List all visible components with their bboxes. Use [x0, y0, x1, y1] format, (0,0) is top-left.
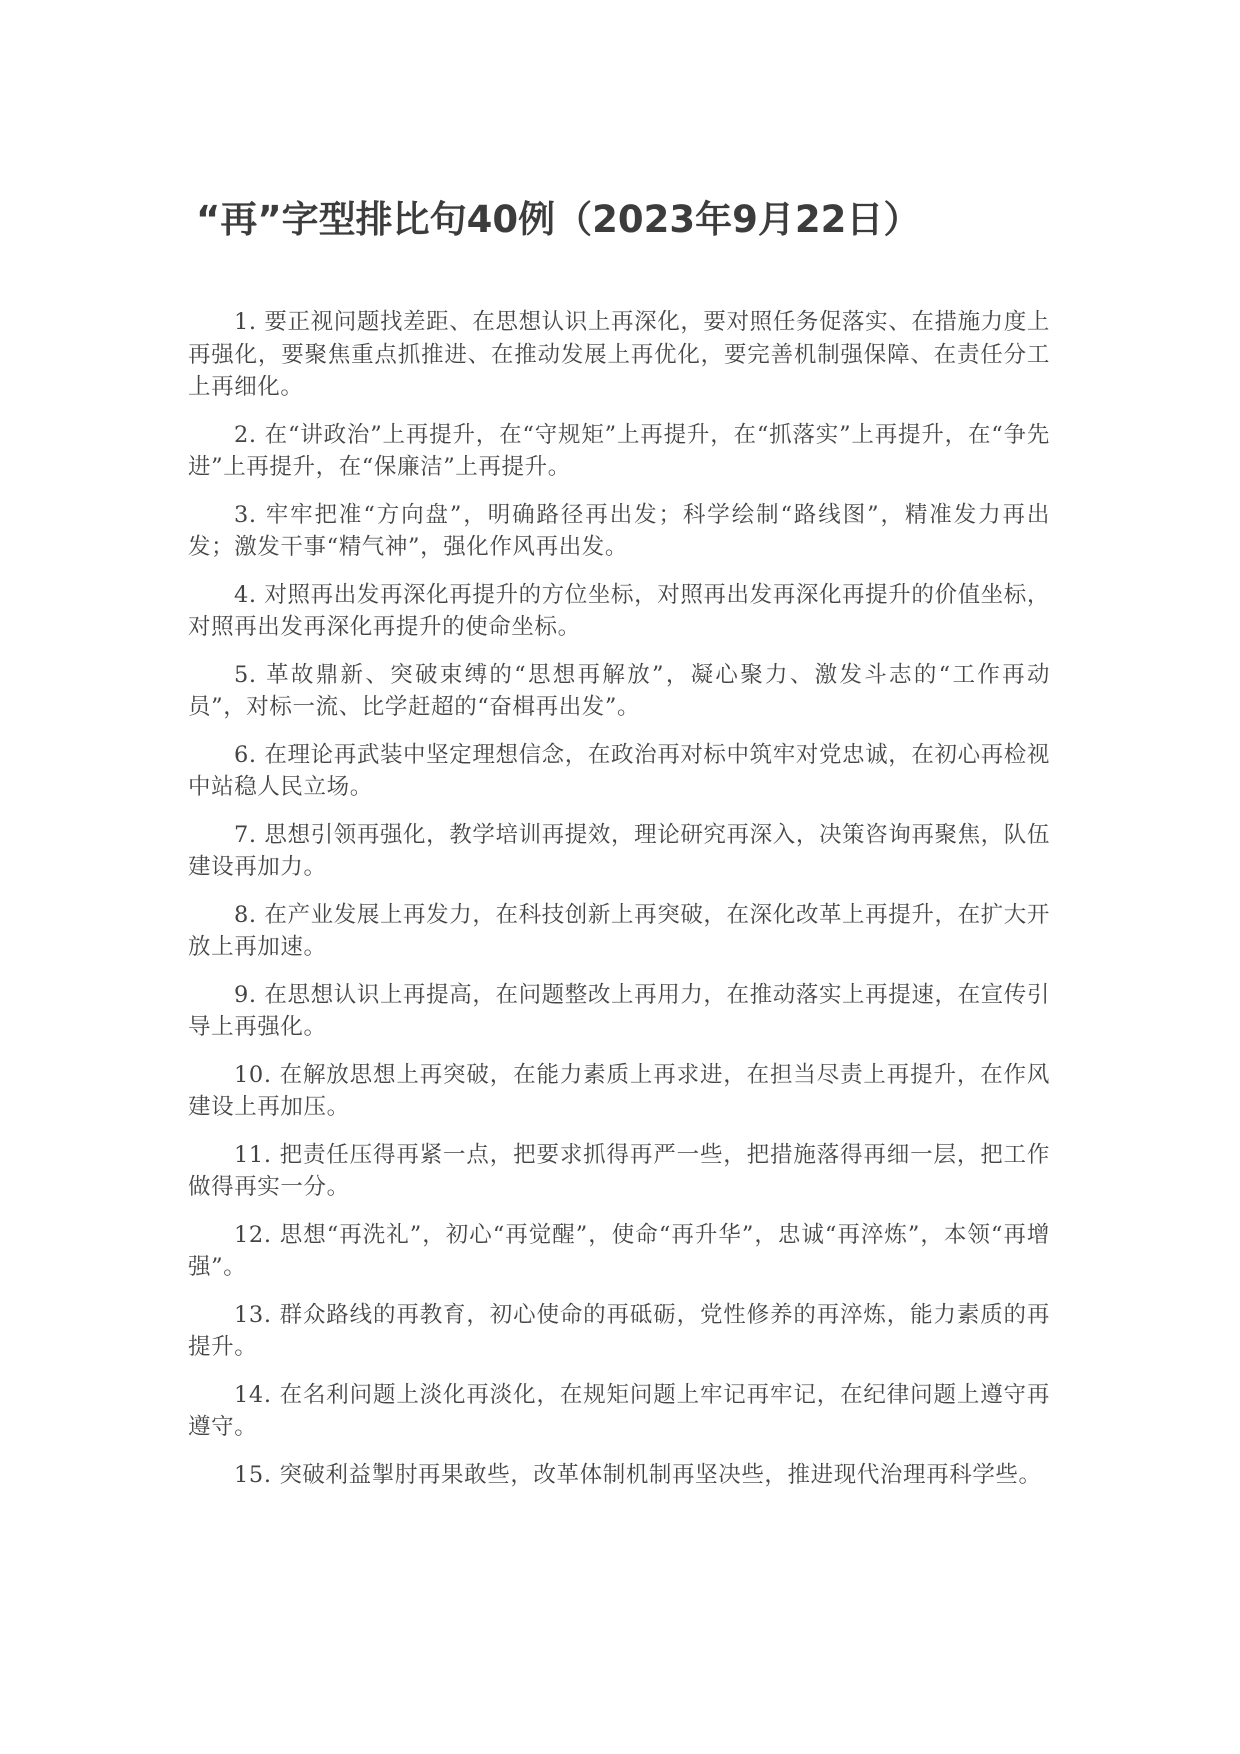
list-item: 4. 对照再出发再深化再提升的方位坐标，对照再出发再深化再提升的价值坐标，对照再出发再深化再提升的使命坐标。: [188, 581, 1050, 640]
list-item: 3. 牢牢把准“方向盘”，明确路径再出发；科学绘制“路线图”，精准发力再出发；激发干事“精气神”，强化作风再出发。: [188, 501, 1050, 560]
list-item: 15. 突破利益掣肘再果敢些，改革体制机制再坚决些，推进现代治理再科学些。: [234, 1461, 1042, 1488]
list-item: 11. 把责任压得再紧一点，把要求抓得再严一些，把措施落得再细一层，把工作做得再实一分。: [188, 1141, 1050, 1200]
list-item: 10. 在解放思想上再突破，在能力素质上再求进，在担当尽责上再提升，在作风建设上再加压。: [188, 1061, 1050, 1120]
list-item: 14. 在名利问题上淡化再淡化，在规矩问题上牢记再牢记，在纪律问题上遵守再遵守。: [188, 1381, 1050, 1440]
list-item: 9. 在思想认识上再提高，在问题整改上再用力，在推动落实上再提速，在宣传引导上再强化。: [188, 981, 1050, 1040]
list-item: 5. 革故鼎新、突破束缚的“思想再解放”，凝心聚力、激发斗志的“工作再动员”，对标一流、比学赶超的“奋楫再出发”。: [188, 661, 1050, 720]
document-title: “再”字型排比句40例（2023年9月22日）: [196, 198, 921, 241]
list-item: 7. 思想引领再强化，教学培训再提效，理论研究再深入，决策咨询再聚焦，队伍建设再加力。: [188, 821, 1050, 880]
list-item: 8. 在产业发展上再发力，在科技创新上再突破，在深化改革上再提升，在扩大开放上再加速。: [188, 901, 1050, 960]
document-body: [188, 306, 1050, 1506]
list-item: 13. 群众路线的再教育，初心使命的再砥砺，党性修养的再淬炼，能力素质的再提升。: [188, 1301, 1050, 1360]
list-item: 2. 在“讲政治”上再提升，在“守规矩”上再提升，在“抓落实”上再提升，在“争先进”上再提升，在“保廉洁”上再提升。: [188, 421, 1050, 480]
list-item: 1. 要正视问题找差距、在思想认识上再深化，要对照任务促落实、在措施力度上再强化，要聚焦重点抓推进、在推动发展上再优化，要完善机制强保障、在责任分工上再细化。: [188, 309, 1050, 400]
list-item: 6. 在理论再武装中坚定理想信念，在政治再对标中筑牢对党忠诚，在初心再检视中站稳人民立场。: [188, 741, 1050, 800]
list-item: 12. 思想“再洗礼”，初心“再觉醒”，使命“再升华”，忠诚“再淬炼”，本领“再增强”。: [188, 1221, 1050, 1280]
